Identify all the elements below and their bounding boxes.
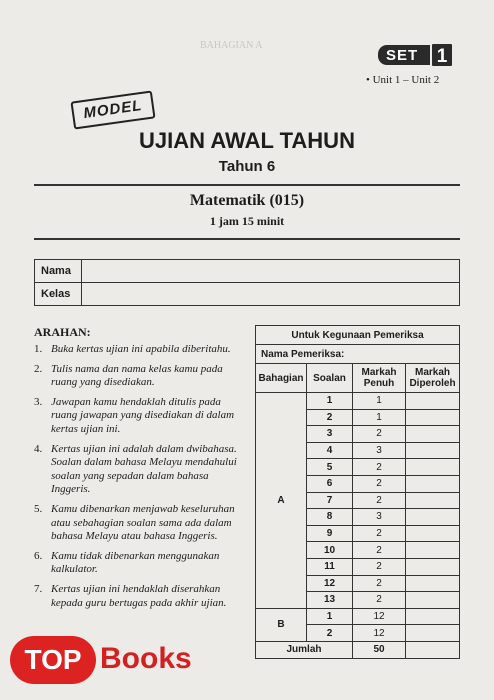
full-marks: 2 xyxy=(353,592,406,609)
instructions-heading: ARAHAN: xyxy=(34,325,91,339)
instruction-item: 3. Jawapan kamu hendaklah ditulis pada ruang jawapan yang disediakan di dalam kertas ujian ini. xyxy=(34,395,235,435)
full-marks: 2 xyxy=(353,475,406,492)
header-question: Soalan xyxy=(307,364,353,393)
section-a-label: A xyxy=(256,393,307,609)
full-marks: 2 xyxy=(353,542,406,559)
question-number: 1 xyxy=(307,608,353,625)
marks-obtained-cell[interactable] xyxy=(406,442,460,459)
marks-obtained-cell[interactable] xyxy=(406,542,460,559)
header-marks-obtained: Markah Diperoleh xyxy=(406,364,460,393)
full-marks: 2 xyxy=(353,459,406,476)
instruction-item: 2. Tulis nama dan nama kelas kamu pada ruang yang disediakan. xyxy=(34,362,223,389)
marks-obtained-cell[interactable] xyxy=(406,426,460,443)
question-number: 4 xyxy=(307,442,353,459)
question-number: 8 xyxy=(307,509,353,526)
question-number: 2 xyxy=(307,625,353,642)
question-number: 13 xyxy=(307,592,353,609)
full-marks: 1 xyxy=(353,393,406,410)
duration: 1 jam 15 minit xyxy=(209,214,285,228)
examiner-table-title: Untuk Kegunaan Pemeriksa xyxy=(256,326,460,345)
full-marks: 2 xyxy=(353,558,406,575)
class-label: Kelas xyxy=(35,283,82,306)
instruction-item: 4. Kertas ujian ini adalah dalam dwibahasa. Soalan dalam bahasa Melayu mendahului soalan yang sepadan dalam bahasa Inggeris. xyxy=(34,442,237,496)
marks-obtained-cell[interactable] xyxy=(406,592,460,609)
year-label: Tahun 6 xyxy=(218,158,276,175)
marks-obtained-cell[interactable] xyxy=(406,393,460,410)
header-section: Bahagian xyxy=(256,364,307,393)
instruction-item: 6. Kamu tidak dibenarkan menggunakan kalkulator. xyxy=(34,549,220,576)
instruction-item: 5. Kamu dibenarkan menjawab keseluruhan atau sebahagian soalan sama ada dalam bahasa Melayu atau bahasa Inggeris. xyxy=(34,502,235,543)
set-label: SET xyxy=(386,47,419,64)
instruction-item: 7. Kertas ujian ini hendaklah diserahkan kepada guru bertugas pada akhir ujian. xyxy=(34,582,227,609)
marks-obtained-cell[interactable] xyxy=(406,409,460,426)
question-number: 2 xyxy=(307,409,353,426)
section-b-label: B xyxy=(256,608,307,641)
question-number: 1 xyxy=(307,393,353,410)
full-marks: 2 xyxy=(353,492,406,509)
marks-obtained-cell[interactable] xyxy=(406,558,460,575)
marks-obtained-cell[interactable] xyxy=(406,509,460,526)
logo-books: Books xyxy=(100,642,192,675)
instruction-item: 1. Buka kertas ujian ini apabila diberitahu. xyxy=(34,343,231,355)
background-bleed-text: BAHAGIAN A xyxy=(200,40,263,51)
unit-range: • Unit 1 – Unit 2 xyxy=(366,74,440,86)
marks-obtained-cell[interactable] xyxy=(406,475,460,492)
divider-bottom xyxy=(34,238,460,240)
class-field[interactable] xyxy=(82,283,460,306)
logo-top: TOP xyxy=(10,636,96,684)
exam-title: UJIAN AWAL TAHUN xyxy=(139,128,355,153)
model-stamp: MODEL xyxy=(70,90,155,129)
question-number: 9 xyxy=(307,525,353,542)
question-number: 3 xyxy=(307,426,353,443)
full-marks: 2 xyxy=(353,426,406,443)
marks-obtained-cell[interactable] xyxy=(406,625,460,642)
marks-obtained-cell[interactable] xyxy=(406,459,460,476)
full-marks: 2 xyxy=(353,525,406,542)
full-marks: 3 xyxy=(353,509,406,526)
total-label: Jumlah xyxy=(256,641,353,658)
name-field[interactable] xyxy=(82,260,460,283)
full-marks: 1 xyxy=(353,409,406,426)
question-number: 11 xyxy=(307,558,353,575)
question-number: 7 xyxy=(307,492,353,509)
set-badge xyxy=(378,42,453,68)
marks-obtained-cell[interactable] xyxy=(406,608,460,625)
topbooks-logo xyxy=(10,636,195,684)
full-marks: 3 xyxy=(353,442,406,459)
examiner-name-label: Nama Pemeriksa: xyxy=(256,345,460,364)
full-marks: 12 xyxy=(353,625,406,642)
subject-title: Matematik (015) xyxy=(189,192,305,209)
question-number: 6 xyxy=(307,475,353,492)
instructions-list xyxy=(34,343,246,616)
marks-obtained-cell[interactable] xyxy=(406,575,460,592)
header-full-marks: Markah Penuh xyxy=(353,364,406,393)
total-marks: 50 xyxy=(353,641,406,658)
divider-top xyxy=(34,184,460,186)
marks-obtained-cell[interactable] xyxy=(406,525,460,542)
question-number: 10 xyxy=(307,542,353,559)
name-label: Nama xyxy=(35,260,82,283)
total-obtained-cell[interactable] xyxy=(406,641,460,658)
full-marks: 2 xyxy=(353,575,406,592)
set-number: 1 xyxy=(430,42,454,68)
marks-obtained-cell[interactable] xyxy=(406,492,460,509)
question-number: 12 xyxy=(307,575,353,592)
full-marks: 12 xyxy=(353,608,406,625)
student-info-table xyxy=(34,259,460,306)
question-number: 5 xyxy=(307,459,353,476)
examiner-table xyxy=(255,325,460,659)
